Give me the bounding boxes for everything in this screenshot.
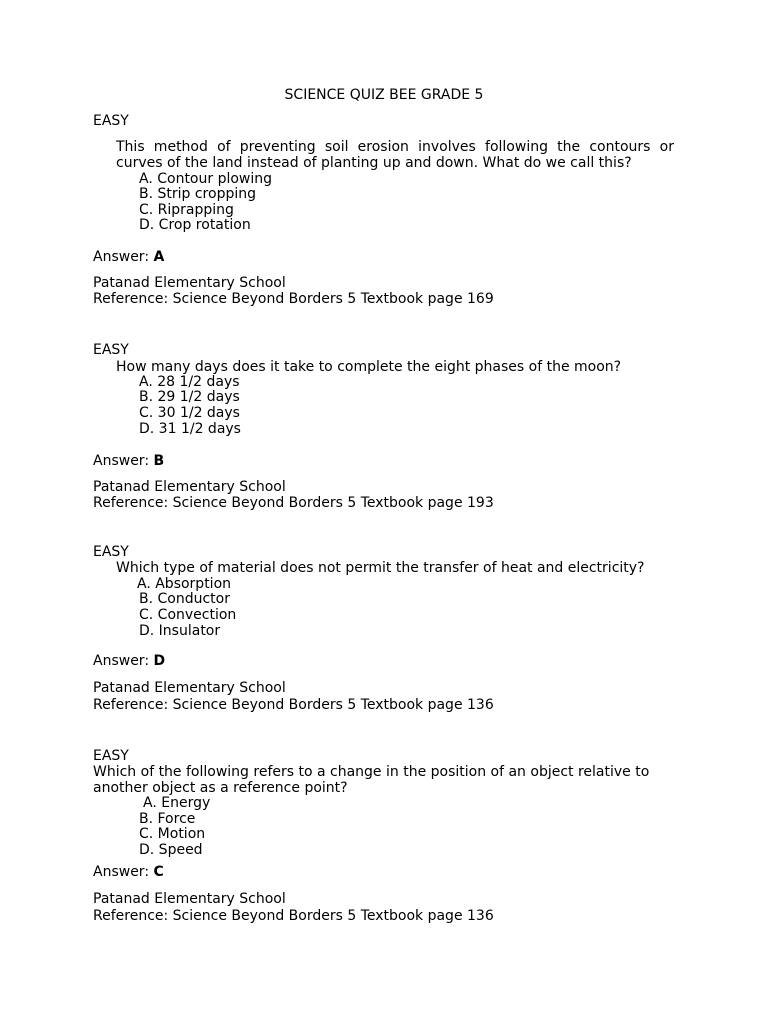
- option-c: C. Riprapping: [139, 202, 234, 218]
- option-c: C. Convection: [139, 607, 237, 623]
- option-c: C. 30 1/2 days: [139, 405, 240, 421]
- answer-line: [93, 453, 164, 469]
- option-b: B. 29 1/2 days: [139, 389, 240, 405]
- option-d: D. Insulator: [139, 623, 221, 639]
- answer-line: [93, 249, 164, 265]
- school-name: Patanad Elementary School: [93, 275, 286, 291]
- school-name: Patanad Elementary School: [93, 479, 286, 495]
- difficulty-label: EASY: [93, 544, 129, 560]
- option-b: B. Force: [139, 811, 196, 827]
- option-a: A. Absorption: [137, 576, 232, 592]
- answer-label: Answer:: [93, 453, 150, 469]
- difficulty-label: EASY: [93, 113, 129, 129]
- question-text-line-1: Which of the following refers to a change in the position of an object relative to: [93, 764, 650, 780]
- reference-text: Reference: Science Beyond Borders 5 Textbook page 136: [93, 697, 494, 713]
- option-b: B. Strip cropping: [139, 186, 256, 202]
- answer-line: [93, 653, 165, 669]
- answer-label: Answer:: [93, 864, 150, 880]
- answer-value: B: [153, 453, 165, 469]
- reference-text: Reference: Science Beyond Borders 5 Textbook page 193: [93, 495, 494, 511]
- option-d: D. Speed: [139, 842, 203, 858]
- answer-value: A: [153, 249, 165, 265]
- option-b: B. Conductor: [139, 591, 230, 607]
- reference-text: Reference: Science Beyond Borders 5 Textbook page 136: [93, 908, 494, 924]
- question-text: How many days does it take to complete the eight phases of the moon?: [116, 359, 622, 375]
- option-a: A. Energy: [143, 795, 211, 811]
- option-a: A. 28 1/2 days: [139, 374, 240, 390]
- answer-label: Answer:: [93, 249, 150, 265]
- school-name: Patanad Elementary School: [93, 891, 286, 907]
- option-c: C. Motion: [139, 826, 206, 842]
- option-d: D. Crop rotation: [139, 217, 251, 233]
- option-a: A. Contour plowing: [139, 171, 273, 187]
- question-text-line-2: another object as a reference point?: [93, 780, 348, 796]
- difficulty-label: EASY: [93, 748, 129, 764]
- difficulty-label: EASY: [93, 342, 129, 358]
- option-d: D. 31 1/2 days: [139, 421, 241, 437]
- answer-value: D: [153, 653, 166, 669]
- question-text: Which type of material does not permit the transfer of heat and electricity?: [116, 560, 645, 576]
- answer-line: [93, 864, 164, 880]
- page-title: SCIENCE QUIZ BEE GRADE 5: [284, 87, 484, 103]
- school-name: Patanad Elementary School: [93, 680, 286, 696]
- answer-label: Answer:: [93, 653, 150, 669]
- reference-text: Reference: Science Beyond Borders 5 Textbook page 169: [93, 291, 494, 307]
- question-text: This method of preventing soil erosion involves following the contours or curves of the land instead of planting up and down. What do we call this?: [116, 139, 674, 171]
- answer-value: C: [153, 864, 164, 880]
